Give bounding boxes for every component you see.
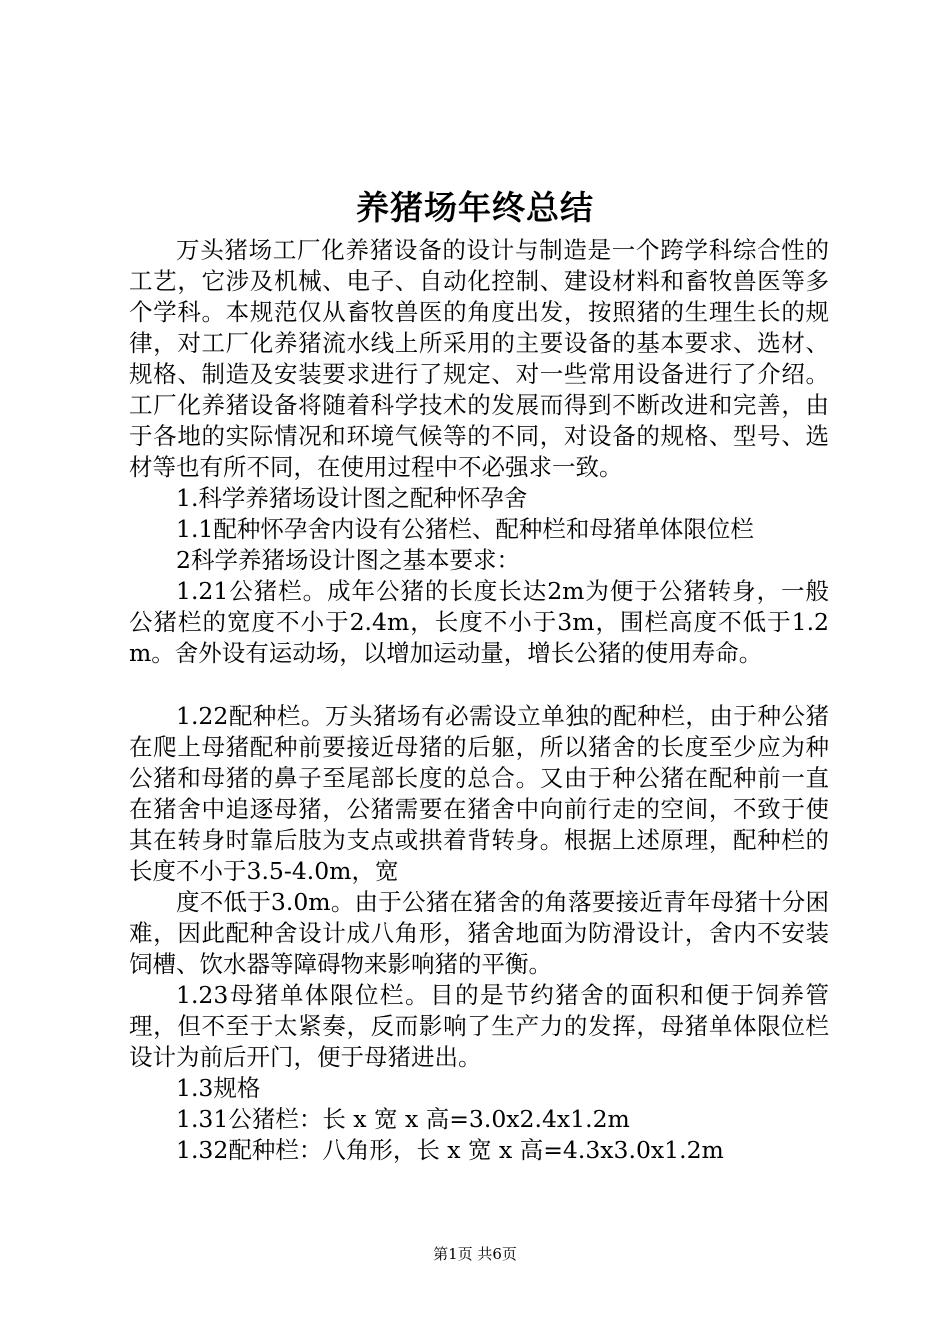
paragraph-breeding-pen: 1.22配种栏。万头猪场有必需设立单独的配种栏，由于种公猪在爬上母猪配种前要接近母猪的后躯，所以猪舍的长度至少应为种公猪和母猪的鼻子至尾部长度的总合。又由于种公猪在配种前一直在猪舍中追逐母猪，公猪需要在猪舍中向前行走的空间，不致于使其在转身时靠后肢为支点或拱着背转身。根据上述原理，配种栏的长度不小于3.5-4.0m，宽 — [129, 702, 829, 885]
document-title: 养猪场年终总结 — [356, 188, 594, 227]
paragraph-spec-breeding: 1.32配种栏：八角形，长 x 宽 x 高=4.3x3.0x1.2m — [176, 1136, 724, 1164]
paragraph-sow-stall: 1.23母猪单体限位栏。目的是节约猪舍的面积和便于饲养管理，但不至于太紧奏，反而影响了生产力的发挥，母猪单体限位栏设计为前后开门，便于母猪进出。 — [129, 981, 829, 1071]
document-body — [129, 235, 829, 1166]
paragraph-breeding-pen-cont: 度不低于3.0m。由于公猪在猪舍的角落要接近青年母猪十分困难，因此配种舍设计成八角形，猪舍地面为防滑设计，舍内不安装饲槽、饮水器等障碍物来影响猪的平衡。 — [129, 888, 829, 978]
paragraph-boar-pen: 1.21公猪栏。成年公猪的长度长达2m为便于公猪转身，一般公猪栏的宽度不小于2.4m，长度不小于3m，围栏高度不低于1.2m。舍外设有运动场，以增加运动量，增长公猪的使用寿命。 — [129, 577, 829, 667]
paragraph-intro: 万头猪场工厂化养猪设备的设计与制造是一个跨学科综合性的工艺，它涉及机械、电子、自动化控制、建设材料和畜牧兽医等多个学科。本规范仅从畜牧兽医的角度出发，按照猪的生理生长的规律，对工厂化养猪流水线上所采用的主要设备的基本要求、选材、规格、制造及安装要求进行了规定、对一些常用设备进行了介绍。工厂化养猪设备将随着科学技术的发展而得到不断改进和完善，由于各地的实际情况和环境气候等的不同，对设备的规格、型号、选材等也有所不同，在使用过程中不必强求一致。 — [129, 236, 829, 481]
paragraph-spec-boar: 1.31公猪栏：长 x 宽 x 高=3.0x2.4x1.2m — [176, 1105, 630, 1133]
paragraph-section-2: 2科学养猪场设计图之基本要求： — [176, 546, 520, 574]
page-indicator: 第1页 共6页 — [433, 1245, 517, 1263]
paragraph-section-1-1: 1.1配种怀孕舍内设有公猪栏、配种栏和母猪单体限位栏 — [176, 515, 754, 543]
paragraph-section-1: 1.科学养猪场设计图之配种怀孕舍 — [176, 484, 528, 512]
paragraph-spec-heading: 1.3规格 — [176, 1074, 261, 1102]
paragraph-spacer — [129, 669, 829, 701]
